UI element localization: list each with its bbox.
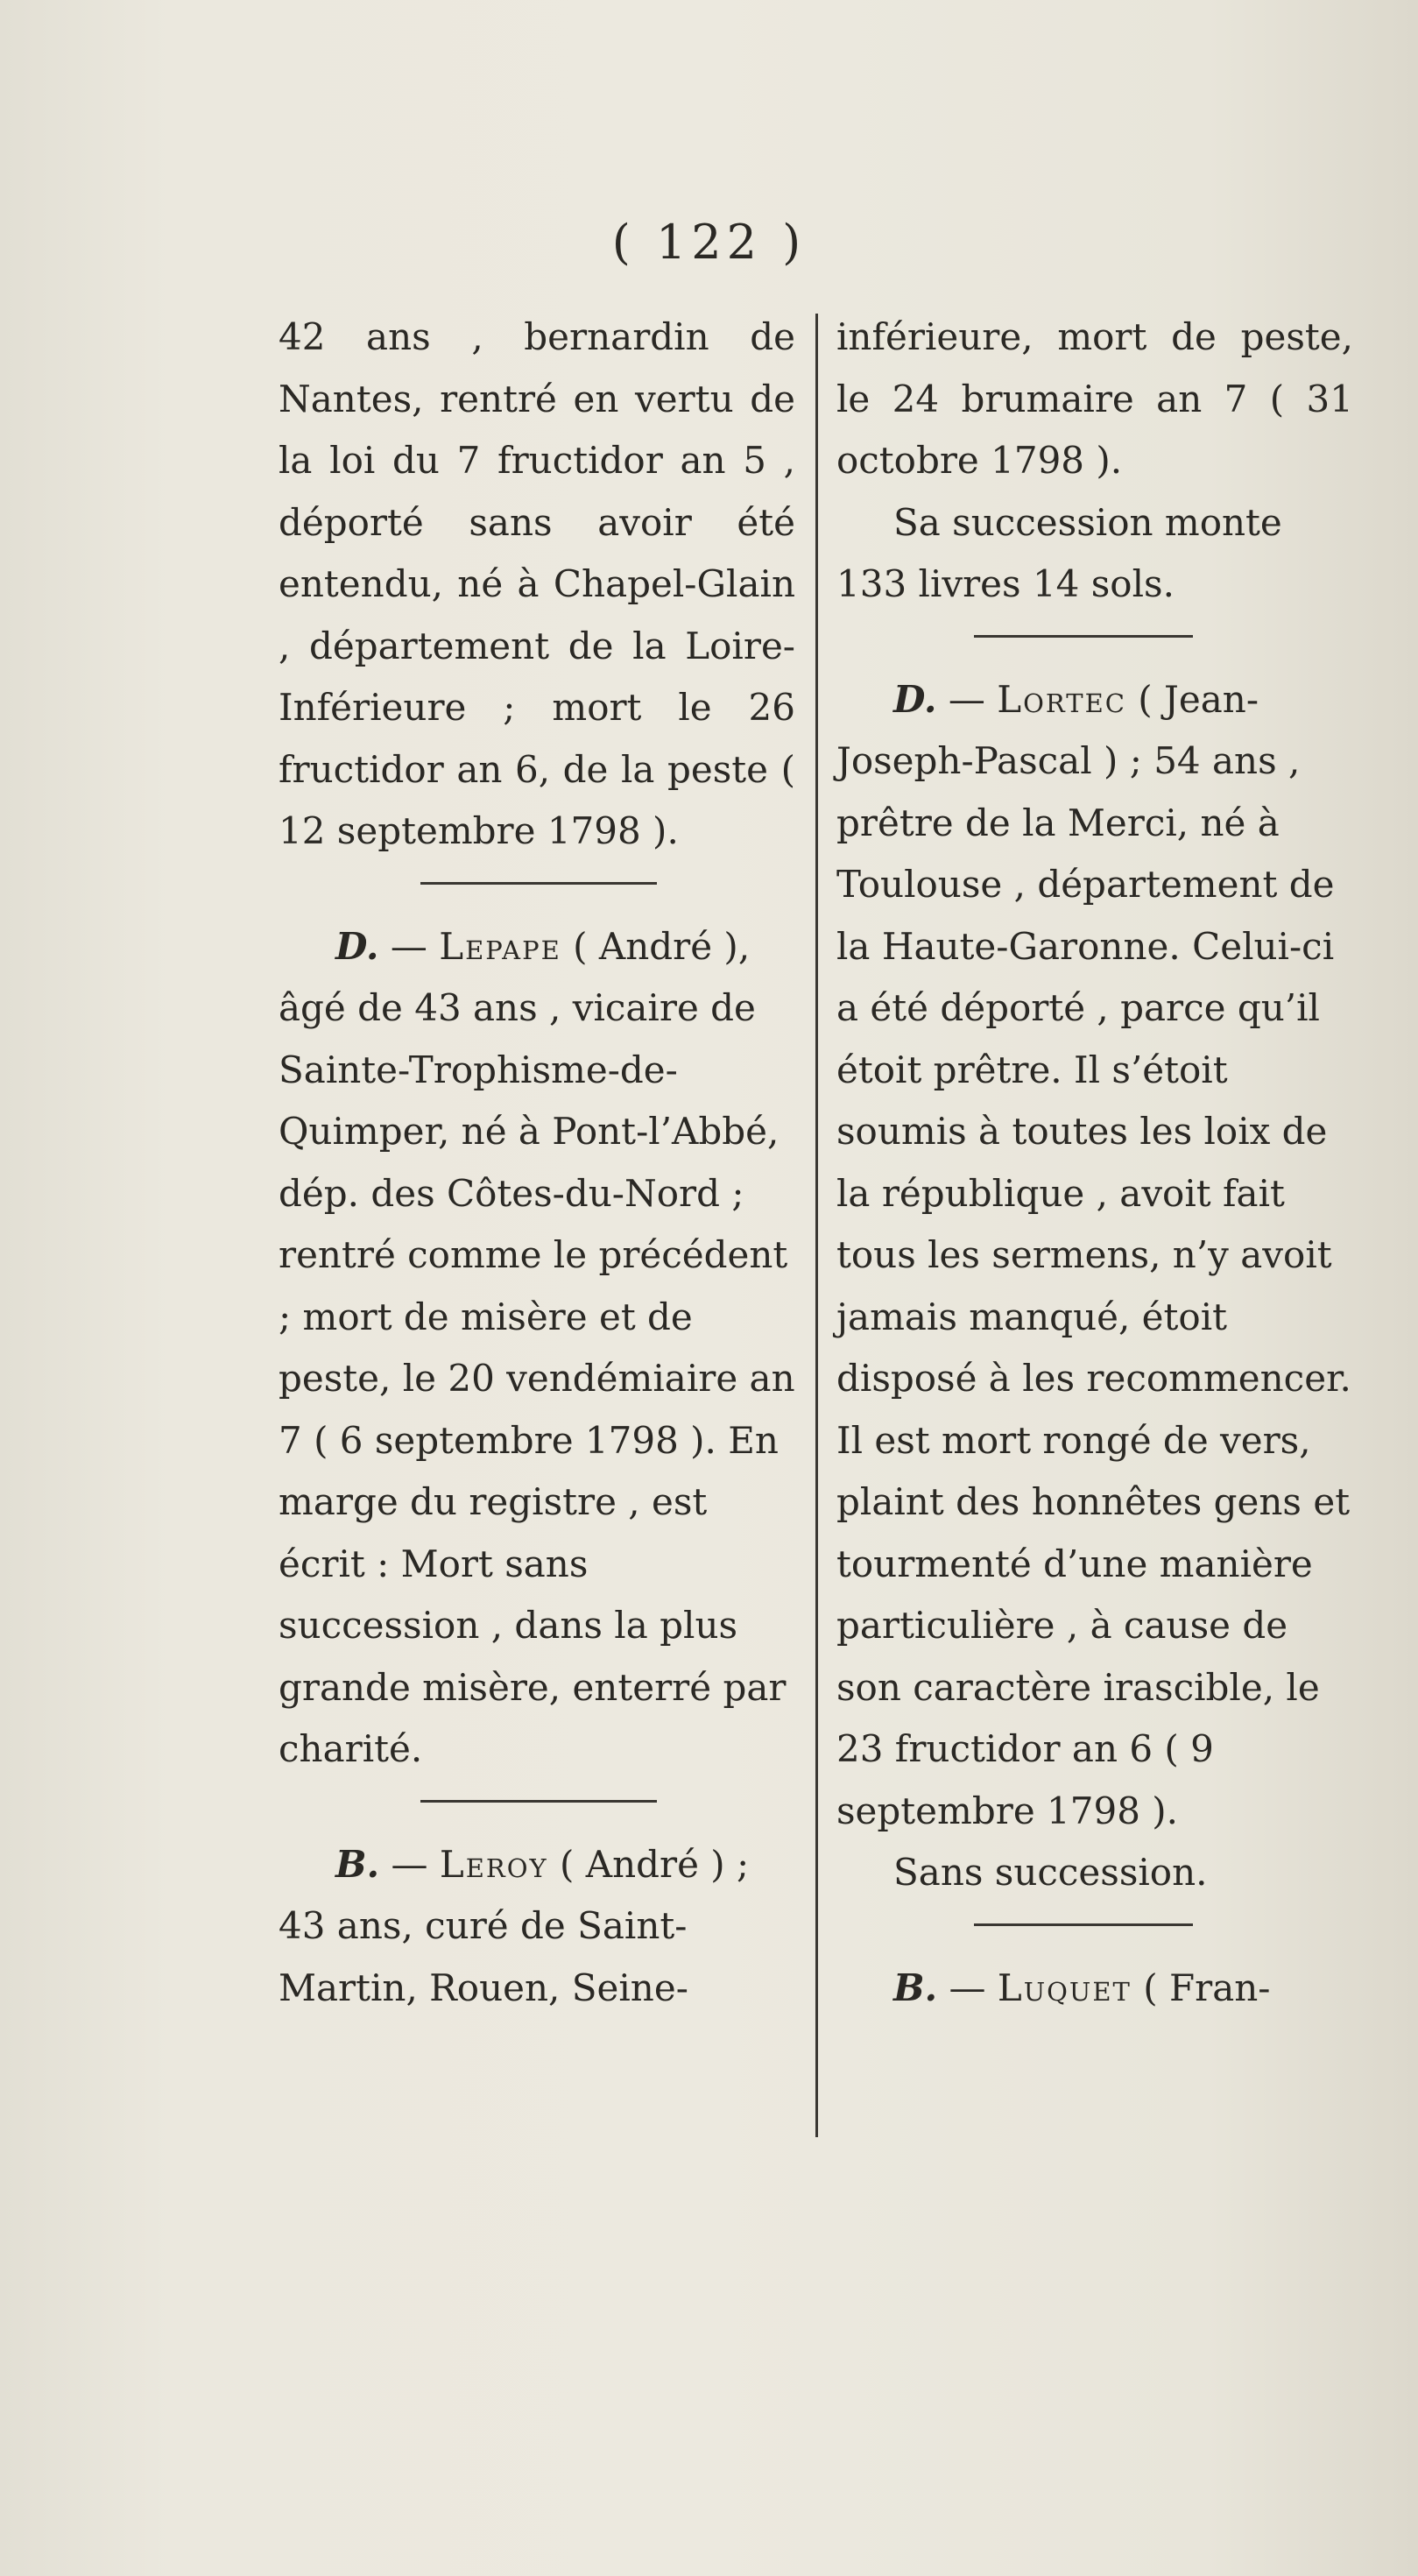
entry-initial: B. — [335, 1842, 380, 1886]
entry-dash: — — [936, 677, 998, 721]
entry-text: ( André ), âgé de 43 ans , vicaire de Sainte-Trophisme-de-Quimper, né à Pont-l’Abbé, dép. des Côtes-du-Nord ; rentré comme le précédent ; mort de misère et de peste, le 20 vendémiaire an 7 ( 6 septembre 1798 ). En marge du registre , est écrit : Mort sans succession , dans la plus grande misère, enterré par charité. — [279, 924, 795, 1770]
separator-rule — [974, 635, 1193, 638]
entry-surname: Lortec — [997, 677, 1126, 721]
entry-text: ( Fran- — [1131, 1966, 1271, 2009]
entry-leroy — [279, 1834, 795, 2020]
entry-dash: — — [379, 1842, 440, 1886]
succession-note: Sans succession. — [893, 1851, 1208, 1894]
entry-lepape — [279, 916, 795, 1781]
separator-rule — [420, 1800, 657, 1803]
entry-surname: Lepape — [439, 924, 561, 968]
entry-continued: inférieure, mort de peste, le 24 brumaire an 7 ( 31 octobre 1798 ). — [836, 315, 1353, 482]
column-divider — [815, 314, 818, 2137]
entry-surname: Luquet — [997, 1966, 1132, 2009]
separator-rule — [420, 882, 657, 885]
entry-continued: 42 ans , bernardin de Nantes, rentré en vertu de la loi du 7 fructidor an 5 , déporté sans avoir été entendu, né à Chapel-Glain , département de la Loire-Inférieure ; mort le 26 fructidor an 6, de la peste ( 12 septembre 1798 ). — [279, 315, 795, 852]
entry-initial: D. — [893, 677, 937, 721]
page-number: ( 122 ) — [611, 215, 807, 270]
left-column — [279, 307, 795, 2019]
entry-lortec — [836, 669, 1353, 1843]
entry-text: ( André ) ; 43 ans, curé de Saint-Martin, Rouen, Seine- — [279, 1842, 750, 2009]
separator-rule — [974, 1923, 1193, 1926]
entry-surname: Leroy — [439, 1842, 548, 1886]
entry-dash: — — [378, 924, 440, 968]
entry-initial: D. — [335, 924, 379, 968]
entry-luquet — [836, 1958, 1353, 2020]
succession-note: Sa succession monte 133 livres 14 sols. — [836, 500, 1282, 605]
right-column — [836, 307, 1353, 2019]
entry-dash: — — [937, 1966, 998, 2009]
entry-text: ( Jean-Joseph-Pascal ) ; 54 ans , prêtre de la Merci, né à Toulouse , département de la Haute-Garonne. Celui-ci a été déporté , parce qu’il étoit prêtre. Il s’étoit soumis à toutes les loix de la république , avoit fait tous les sermens, n’y avoit jamais manqué, étoit disposé à les recommencer. Il est mort rongé de vers, plaint des honnêtes gens et tourmenté d’une manière particulière , à cause de son caractère irascible, le 23 fructidor an 6 ( 9 septembre 1798 ). — [836, 677, 1351, 1832]
entry-initial: B. — [893, 1966, 938, 2009]
